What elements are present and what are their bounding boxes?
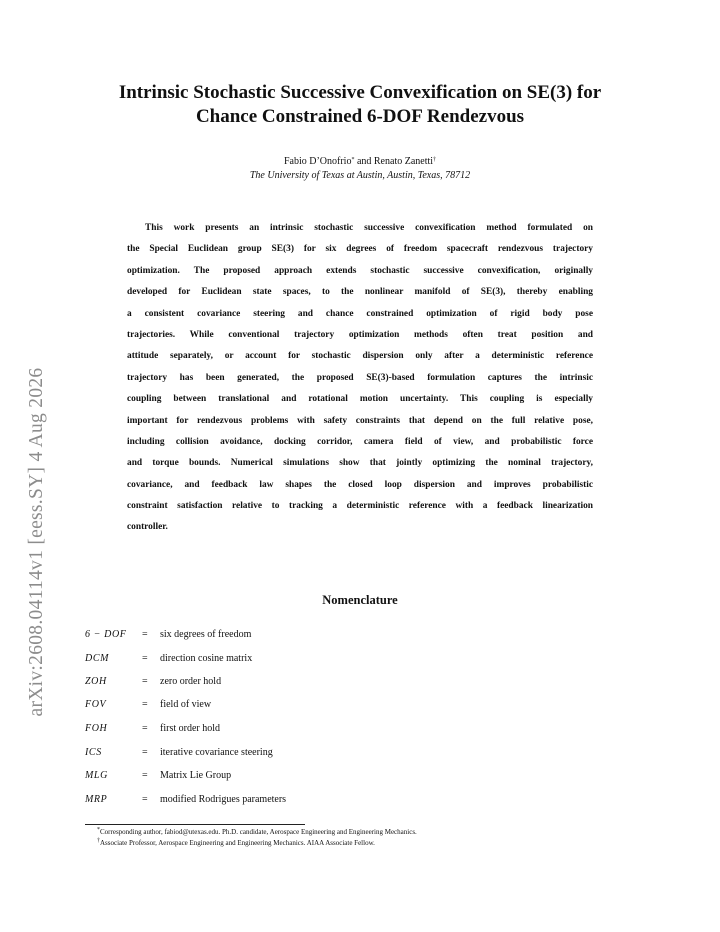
nomenclature-entry — [85, 792, 485, 808]
nomenclature-equals: = — [142, 653, 148, 664]
abstract-line: constraint satisfaction relative to tracking a deterministic reference with a feedback linearization — [127, 501, 593, 512]
nomenclature-entry — [85, 627, 485, 643]
abstract-line: optimization. The proposed approach extends stochastic successive convexification, originally — [127, 265, 593, 276]
author-name: and Renato Zanetti — [354, 156, 434, 167]
nomenclature-equals: = — [142, 699, 148, 710]
abstract-line: important for rendezvous problems with safety constraints that depend on the full relative pose, — [127, 415, 593, 426]
footnote-text: Associate Professor, Aerospace Engineering and Engineering Mechanics. AIAA Associate Fellow. — [100, 839, 375, 847]
author-list — [60, 155, 660, 169]
abstract-line: covariance, and feedback law shapes the closed loop dispersion and improves probabilistic — [127, 479, 593, 490]
abstract-line: coupling between translational and rotational motion uncertainty. This coupling is especially — [127, 394, 593, 405]
paper-title-line-2: Chance Constrained 6-DOF Rendezvous — [195, 106, 525, 127]
nomenclature-definition: field of view — [160, 699, 212, 710]
nomenclature-symbol: DCM — [85, 653, 110, 664]
nomenclature-symbol: FOH — [85, 723, 108, 734]
nomenclature-entry — [85, 674, 485, 690]
nomenclature-entry — [85, 697, 485, 713]
abstract-line: trajectory has been generated, the proposed SE(3)-based formulation captures the intrinsic — [127, 372, 593, 383]
nomenclature-equals: = — [142, 723, 148, 734]
footnote-corresponding-author — [97, 827, 417, 837]
footnote-text: Corresponding author, fabiod@utexas.edu. Ph.D. candidate, Aerospace Engineering and Engineering Mechanics. — [100, 828, 417, 836]
arxiv-identifier-stamp: arXiv:2608.04114v1 [eess.SY] 4 Aug 2026 — [26, 367, 47, 717]
footnote-mark: * — [97, 827, 100, 833]
nomenclature-equals: = — [142, 794, 148, 805]
footnote-associate-professor — [97, 838, 375, 848]
nomenclature-symbol: MRP — [85, 794, 108, 805]
nomenclature-definition: six degrees of freedom — [160, 629, 252, 640]
footnote-mark: † — [97, 838, 100, 844]
abstract-line: attitude separately, or account for stochastic dispersion only after a deterministic reference — [127, 351, 593, 362]
author-name: Fabio D’Onofrio — [283, 156, 352, 167]
abstract-line: including collision avoidance, docking corridor, camera field of view, and probabilistic force — [127, 436, 593, 447]
abstract-line: controller. — [127, 522, 168, 533]
nomenclature-symbol: 6 − DOF — [85, 629, 127, 640]
abstract-line: trajectories. While conventional trajectory optimization methods often treat position and — [127, 329, 593, 340]
nomenclature-equals: = — [142, 629, 148, 640]
author-footnote-mark: † — [433, 157, 437, 163]
nomenclature-equals: = — [142, 747, 148, 758]
affiliation: The University of Texas at Austin, Austin, Texas, 78712 — [249, 170, 471, 181]
nomenclature-definition: iterative covariance steering — [160, 747, 273, 758]
nomenclature-entry — [85, 768, 485, 784]
abstract-line: and torque bounds. Numerical simulations show that jointly optimizing the nominal trajectory, — [127, 458, 593, 469]
nomenclature-symbol: FOV — [85, 699, 107, 710]
nomenclature-equals: = — [142, 676, 148, 687]
abstract-line: a consistent covariance steering and chance constrained optimization of rigid body pose — [127, 308, 593, 319]
arxiv-sidebar — [0, 0, 60, 932]
abstract-line: the Special Euclidean group SE(3) for six degrees of freedom spacecraft rendezvous trajectory — [127, 244, 593, 255]
nomenclature-entry — [85, 651, 485, 667]
nomenclature-definition: Matrix Lie Group — [160, 770, 232, 781]
paper-title — [60, 81, 660, 129]
nomenclature-definition: zero order hold — [160, 676, 222, 687]
nomenclature-symbol: MLG — [85, 770, 108, 781]
nomenclature-definition: modified Rodrigues parameters — [160, 794, 287, 805]
nomenclature-entry — [85, 721, 485, 737]
abstract-line: developed for Euclidean state spaces, to the nonlinear manifold of SE(3), thereby enabling — [127, 287, 593, 298]
nomenclature-definition: direction cosine matrix — [160, 653, 253, 664]
abstract — [127, 218, 593, 539]
footnote-divider — [85, 824, 305, 825]
abstract-line: This work presents an intrinsic stochastic successive convexification method formulated on — [145, 223, 593, 233]
nomenclature-symbol: ICS — [85, 747, 102, 758]
nomenclature-heading: Nomenclature — [322, 593, 398, 607]
nomenclature-symbol: ZOH — [85, 676, 107, 687]
nomenclature-entry — [85, 745, 485, 761]
paper-title-line-1: Intrinsic Stochastic Successive Convexification on SE(3) for — [118, 82, 602, 103]
author-footnote-mark: * — [351, 157, 355, 163]
nomenclature-definition: first order hold — [160, 723, 220, 734]
nomenclature-equals: = — [142, 770, 148, 781]
